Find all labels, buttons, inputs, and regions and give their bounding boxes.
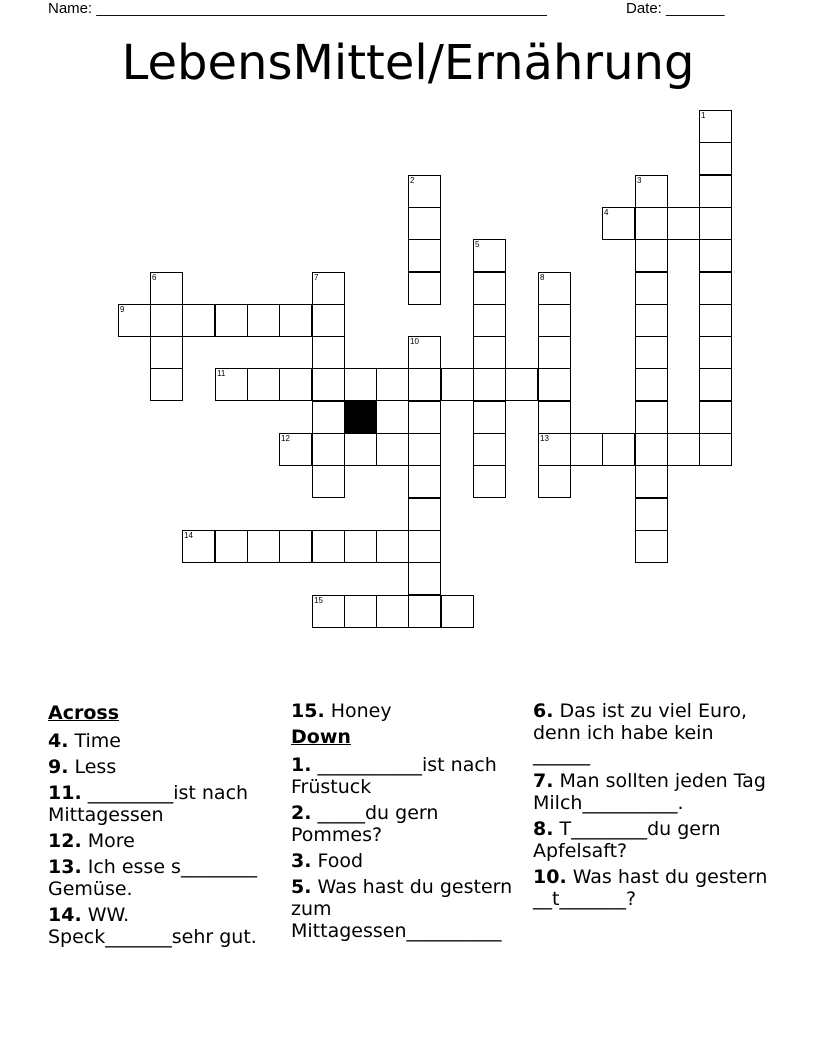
date-field-label: Date: _______ bbox=[626, 0, 725, 17]
grid-cell[interactable] bbox=[279, 304, 312, 337]
clue-column-2 bbox=[291, 700, 526, 946]
clue-number: 6 bbox=[152, 273, 157, 282]
grid-cell[interactable] bbox=[602, 433, 635, 466]
grid-cell[interactable] bbox=[408, 530, 441, 563]
grid-cell[interactable] bbox=[408, 465, 441, 498]
clue-item-number: 5. bbox=[291, 876, 312, 898]
grid-cell[interactable] bbox=[376, 595, 409, 628]
grid-cell[interactable] bbox=[667, 433, 700, 466]
grid-cell[interactable] bbox=[247, 530, 280, 563]
grid-cell[interactable] bbox=[408, 239, 441, 272]
clue-item-number: 3. bbox=[291, 850, 312, 872]
grid-cell[interactable] bbox=[473, 465, 506, 498]
clue-item bbox=[533, 866, 773, 910]
grid-cell[interactable] bbox=[408, 433, 441, 466]
clue-item-number: 12. bbox=[48, 830, 82, 852]
clue-item-number: 8. bbox=[533, 818, 554, 840]
grid-cell[interactable] bbox=[312, 433, 345, 466]
clue-item-text: Was hast du gestern __t_______? bbox=[533, 866, 768, 910]
grid-cell[interactable] bbox=[667, 207, 700, 240]
grid-cell[interactable] bbox=[441, 368, 474, 401]
clue-item-number: 6. bbox=[533, 700, 554, 722]
grid-cell[interactable] bbox=[312, 530, 345, 563]
grid-cell[interactable] bbox=[312, 336, 345, 369]
grid-cell[interactable] bbox=[699, 304, 732, 337]
clue-number: 5 bbox=[475, 240, 480, 249]
clue-item bbox=[291, 876, 526, 942]
clue-item-text: More bbox=[81, 830, 135, 852]
grid-cell[interactable] bbox=[699, 336, 732, 369]
grid-cell[interactable] bbox=[699, 272, 732, 305]
clue-item bbox=[48, 830, 283, 852]
grid-cell[interactable] bbox=[538, 465, 571, 498]
grid-cell[interactable] bbox=[376, 368, 409, 401]
grid-cell[interactable] bbox=[408, 595, 441, 628]
grid-cell[interactable] bbox=[408, 207, 441, 240]
grid-cell[interactable] bbox=[538, 401, 571, 434]
clue-item-text: _________ist nach Mittagessen bbox=[48, 782, 249, 826]
grid-cell[interactable] bbox=[473, 304, 506, 337]
grid-cell[interactable] bbox=[150, 304, 183, 337]
clue-item-text: Honey bbox=[324, 700, 392, 722]
grid-cell[interactable] bbox=[538, 336, 571, 369]
grid-cell[interactable] bbox=[635, 465, 668, 498]
clue-item-number: 2. bbox=[291, 802, 312, 824]
grid-cell[interactable] bbox=[312, 368, 345, 401]
clue-item-text: Man sollten jeden Tag Milch__________. bbox=[533, 770, 766, 814]
clue-item bbox=[291, 802, 526, 846]
grid-cell[interactable] bbox=[247, 304, 280, 337]
clue-item-number: 11. bbox=[48, 782, 82, 804]
clue-item bbox=[533, 818, 773, 862]
clue-number: 2 bbox=[410, 176, 415, 185]
clue-item bbox=[291, 700, 526, 722]
clue-item-number: 10. bbox=[533, 866, 567, 888]
grid-cell[interactable] bbox=[538, 304, 571, 337]
grid-cell[interactable] bbox=[376, 433, 409, 466]
clue-number: 10 bbox=[410, 337, 419, 346]
clue-column-1 bbox=[48, 700, 283, 952]
clue-item-text: Less bbox=[68, 756, 117, 778]
clue-item-text: Food bbox=[311, 850, 364, 872]
clue-item-text: Ich esse s________ Gemüse. bbox=[48, 856, 257, 900]
grid-cell[interactable] bbox=[150, 368, 183, 401]
grid-cell[interactable] bbox=[182, 304, 215, 337]
grid-cell[interactable] bbox=[699, 142, 732, 175]
clue-item-text: _____du gern Pommes? bbox=[291, 802, 439, 846]
clue-number: 3 bbox=[637, 176, 642, 185]
grid-cell[interactable] bbox=[312, 401, 345, 434]
clue-item-text: WW. Speck_______sehr gut. bbox=[48, 904, 257, 948]
clue-heading: Down bbox=[291, 726, 351, 748]
grid-cell[interactable] bbox=[312, 304, 345, 337]
grid-cell[interactable] bbox=[408, 272, 441, 305]
grid-cell[interactable] bbox=[376, 530, 409, 563]
clue-item-number: 13. bbox=[48, 856, 82, 878]
clue-item-number: 4. bbox=[48, 730, 69, 752]
clue-item-number: 14. bbox=[48, 904, 82, 926]
grid-cell[interactable] bbox=[635, 530, 668, 563]
grid-cell[interactable] bbox=[215, 304, 248, 337]
clue-number: 4 bbox=[604, 208, 609, 217]
page-title: LebensMittel/Ernährung bbox=[121, 35, 695, 91]
grid-cell[interactable] bbox=[344, 368, 377, 401]
clue-item-text: Time bbox=[68, 730, 121, 752]
clue-item bbox=[291, 850, 526, 872]
clue-number: 13 bbox=[540, 434, 549, 443]
grid-cell[interactable] bbox=[215, 530, 248, 563]
grid-cell[interactable] bbox=[150, 336, 183, 369]
grid-cell[interactable] bbox=[635, 336, 668, 369]
clue-number: 15 bbox=[314, 596, 323, 605]
name-field-label: Name: ______________________________________________________ bbox=[48, 0, 547, 17]
clue-item-number: 1. bbox=[291, 754, 312, 776]
clue-item bbox=[48, 904, 283, 948]
grid-cell[interactable] bbox=[473, 368, 506, 401]
grid-cell[interactable] bbox=[699, 207, 732, 240]
clue-number: 14 bbox=[184, 531, 193, 540]
clue-item-number: 7. bbox=[533, 770, 554, 792]
clue-item-text: Was hast du gestern zum Mittagessen__________ bbox=[291, 876, 513, 942]
grid-cell[interactable] bbox=[635, 207, 668, 240]
clue-item-text: ___________ist nach Früstuck bbox=[291, 754, 497, 798]
grid-cell[interactable] bbox=[408, 401, 441, 434]
clue-number: 11 bbox=[217, 369, 226, 378]
grid-cell[interactable] bbox=[408, 562, 441, 595]
clue-number: 12 bbox=[281, 434, 290, 443]
clue-item bbox=[48, 782, 283, 826]
grid-cell[interactable] bbox=[699, 433, 732, 466]
grid-cell[interactable] bbox=[408, 368, 441, 401]
grid-cell[interactable] bbox=[441, 595, 474, 628]
clue-item-number: 15. bbox=[291, 700, 325, 722]
grid-cell[interactable] bbox=[473, 401, 506, 434]
grid-cell[interactable] bbox=[570, 433, 603, 466]
clue-item bbox=[48, 856, 283, 900]
grid-cell[interactable] bbox=[538, 368, 571, 401]
grid-cell[interactable] bbox=[279, 530, 312, 563]
grid-cell[interactable] bbox=[344, 433, 377, 466]
clue-item bbox=[48, 730, 283, 752]
clue-item-text: T________du gern Apfelsaft? bbox=[533, 818, 721, 862]
grid-cell[interactable] bbox=[699, 239, 732, 272]
grid-cell[interactable] bbox=[635, 498, 668, 531]
grid-cell[interactable] bbox=[344, 530, 377, 563]
grid-cell[interactable] bbox=[408, 498, 441, 531]
grid-cell[interactable] bbox=[699, 368, 732, 401]
grid-cell[interactable] bbox=[699, 175, 732, 208]
clue-item bbox=[48, 756, 283, 778]
grid-cell[interactable] bbox=[635, 433, 668, 466]
grid-cell[interactable] bbox=[473, 433, 506, 466]
clue-number: 8 bbox=[540, 273, 545, 282]
grid-cell[interactable] bbox=[699, 401, 732, 434]
grid-cell[interactable] bbox=[473, 336, 506, 369]
clue-item bbox=[291, 754, 526, 798]
clue-item-text: Das ist zu viel Euro, denn ich habe kein ______ bbox=[533, 700, 748, 766]
grid-cell[interactable] bbox=[635, 272, 668, 305]
grid-cell[interactable] bbox=[473, 272, 506, 305]
clue-number: 1 bbox=[701, 111, 706, 120]
grid-cell[interactable] bbox=[344, 595, 377, 628]
grid-cell[interactable] bbox=[635, 304, 668, 337]
clue-item bbox=[533, 770, 773, 814]
grid-cell[interactable] bbox=[505, 368, 538, 401]
grid-cell[interactable] bbox=[279, 368, 312, 401]
grid-cell[interactable] bbox=[635, 368, 668, 401]
clue-item bbox=[533, 700, 773, 766]
clue-column-3 bbox=[533, 700, 773, 914]
clue-heading: Across bbox=[48, 702, 120, 724]
clue-number: 7 bbox=[314, 273, 319, 282]
grid-cell[interactable] bbox=[635, 401, 668, 434]
grid-cell[interactable] bbox=[635, 239, 668, 272]
clue-number: 9 bbox=[120, 305, 125, 314]
grid-cell[interactable] bbox=[312, 465, 345, 498]
black-cell bbox=[344, 401, 377, 434]
grid-cell[interactable] bbox=[247, 368, 280, 401]
clue-item-number: 9. bbox=[48, 756, 69, 778]
